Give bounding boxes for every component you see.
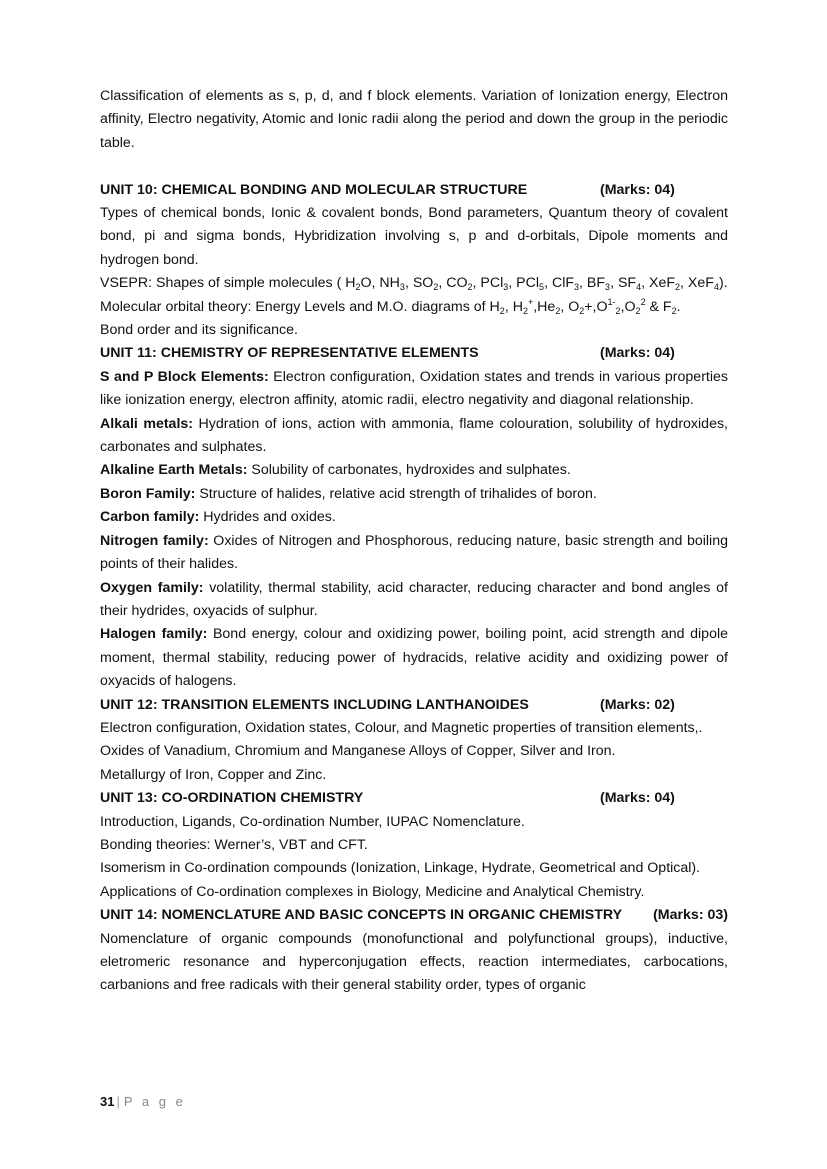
unit-11-item — [100, 506, 728, 529]
unit-10-marks: (Marks: 04) — [600, 181, 675, 198]
item-text: Bond energy, colour and oxidizing power, boiling point, acid strength and dipole moment, thermal stability, reducing power of hydracids, relative acidity and oxidizing power of oxyacids of halogens. — [100, 626, 729, 690]
unit-12-line: Oxides of Vanadium, Chromium and Manganese Alloys of Copper, Silver and Iron. — [100, 743, 616, 760]
item-text: Oxides of Nitrogen and Phosphorous, reducing nature, basic strength and boiling points of their halides. — [100, 532, 728, 573]
item-label: Nitrogen family: — [100, 532, 209, 549]
item-text: Hydrides and oxides. — [199, 509, 336, 526]
unit-12-line: Electron configuration, Oxidation states, Colour, and Magnetic properties of transition elements,. — [100, 719, 703, 736]
unit-12-line: Metallurgy of Iron, Copper and Zinc. — [100, 766, 327, 783]
unit-13-marks: (Marks: 04) — [600, 790, 675, 807]
unit-11-item — [100, 623, 728, 693]
page-number: 31 — [100, 1094, 115, 1109]
item-text: Electron configuration, Oxidation states and trends in various properties like ionization energy, electron affinity, atomic radii, electro negativity and diagonal relationship. — [100, 368, 728, 409]
vsepr-line: VSEPR: Shapes of simple molecules ( $H_2O$, $NH_3$, $SO_2$, $CO_2$, PCl$_3$, PCl$_5$, ClF$_3$, $BF_3$, $SF_4$, XeF$_2$, XeF$_4$). — [100, 275, 728, 293]
unit-11-item — [100, 483, 728, 506]
item-label: Alkali metals: — [100, 415, 194, 432]
unit-10-heading — [100, 179, 728, 202]
item-label: Boron Family: — [100, 485, 196, 502]
unit-14-heading — [100, 904, 728, 927]
unit-13-line: Bonding theories: Werner’s, VBT and CFT. — [100, 836, 368, 853]
item-text: Hydration of ions, action with ammonia, flame colouration, solubility of hydroxides, carbonates and sulphates. — [100, 415, 728, 456]
page-body — [100, 85, 728, 998]
item-label: S and P Block Elements: — [100, 368, 269, 385]
unit-14-title: UNIT 14: NOMENCLATURE AND BASIC CONCEPTS IN ORGANIC CHEMISTRY — [100, 907, 623, 924]
mot-prefix: Molecular orbital theory: Energy Levels and M.O. diagrams of — [100, 298, 490, 315]
vsepr-prefix: VSEPR: Shapes of simple molecules ( — [100, 275, 346, 292]
bond-order-line: Bond order and its significance. — [100, 322, 298, 339]
unit-11-heading — [100, 342, 728, 365]
mot-line: Molecular orbital theory: Energy Levels and M.O. diagrams of $H_2$, $H_2^+,He_2$, $O_2+,O^{1-}_2,O_2^2$ & $F_2$. — [100, 296, 681, 316]
item-text: volatility, thermal stability, acid character, reducing character and bond angles of their hydrides, oxyacids of sulphur. — [100, 579, 728, 619]
unit-11-marks: (Marks: 04) — [600, 345, 675, 362]
unit-11-item — [100, 530, 728, 577]
unit-11-item — [100, 366, 728, 413]
page-label: P a g e — [123, 1094, 186, 1109]
spacer — [100, 155, 728, 178]
unit-12-heading — [100, 694, 728, 717]
unit-11-item — [100, 577, 728, 624]
unit-10-title: UNIT 10: CHEMICAL BONDING AND MOLECULAR STRUCTURE — [100, 181, 528, 198]
unit-14-paragraph: Nomenclature of organic compounds (monofunctional and polyfunctional groups), inductive, eletromeric resonance and hyperconjugation effects, reaction intermediates, carbocations, carbanions and free radicals with their general stability order, types of organic — [100, 930, 728, 994]
unit-12-title: UNIT 12: TRANSITION ELEMENTS INCLUDING LANTHANOIDES — [100, 696, 529, 713]
footer-separator: | — [116, 1094, 120, 1109]
unit-10-paragraph: Types of chemical bonds, Ionic & covalent bonds, Bond parameters, Quantum theory of covalent bond, pi and sigma bonds, Hybridization involving s, p and d-orbitals, Dipole moments and hydrogen bond. — [100, 205, 728, 268]
page-footer — [100, 1093, 186, 1111]
item-text: Structure of halides, relative acid strength of trihalides of boron. — [195, 485, 597, 502]
item-label: Carbon family: — [100, 509, 200, 526]
unit-13-line: Introduction, Ligands, Co-ordination Number, IUPAC Nomenclature. — [100, 813, 525, 830]
unit-13-line: Isomerism in Co-ordination compounds (Ionization, Linkage, Hydrate, Geometrical and Optical). — [100, 860, 701, 877]
unit-14-marks: (Marks: 03) — [653, 907, 728, 924]
unit-13-line: Applications of Co-ordination complexes in Biology, Medicine and Analytical Chemistry. — [100, 883, 645, 900]
item-text: Solubility of carbonates, hydroxides and sulphates. — [247, 462, 571, 479]
unit-12-marks: (Marks: 02) — [600, 696, 675, 713]
unit-11-item — [100, 459, 728, 482]
intro-paragraph: Classification of elements as s, p, d, and f block elements. Variation of Ionization energy, Electron affinity, Electro negativity, Atomic and Ionic radii along the period and down the group in the periodic table. — [100, 88, 728, 151]
item-label: Alkaline Earth Metals: — [100, 462, 248, 479]
unit-11-title: UNIT 11: CHEMISTRY OF REPRESENTATIVE ELEMENTS — [100, 345, 479, 362]
unit-13-title: UNIT 13: CO-ORDINATION CHEMISTRY — [100, 790, 364, 807]
item-label: Oxygen family: — [100, 579, 204, 596]
unit-13-heading — [100, 787, 728, 810]
item-label: Halogen family: — [100, 626, 208, 643]
unit-11-item — [100, 413, 728, 460]
